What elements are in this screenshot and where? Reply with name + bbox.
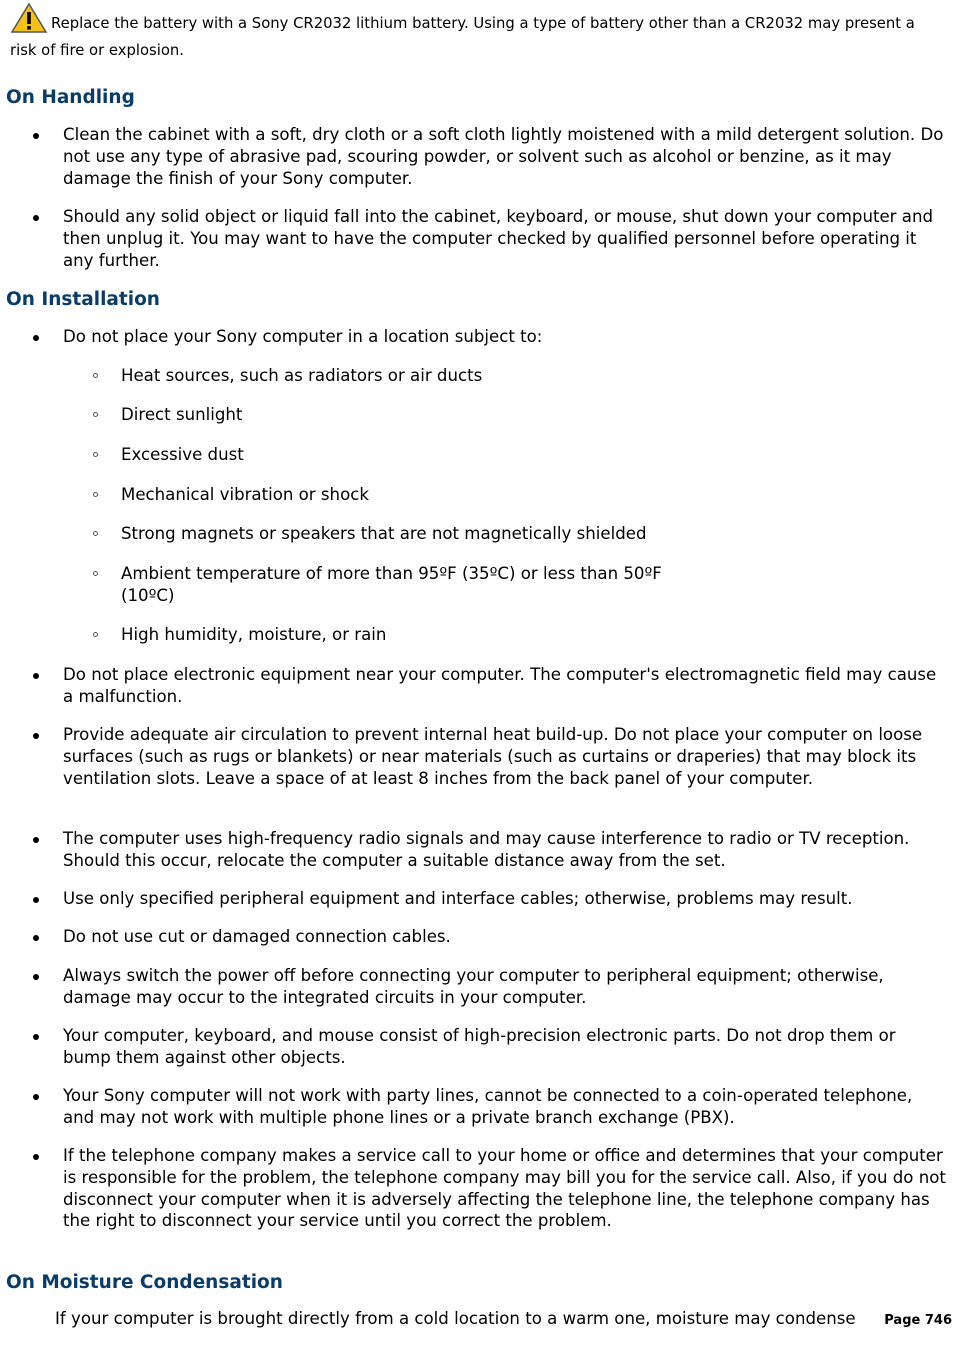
- sub-list-item: High humidity, moisture, or rain: [121, 624, 921, 646]
- heading-on-handling: On Handling: [6, 87, 135, 108]
- list-item: If the telephone company makes a service call to your home or office and determines that your computer is responsible for the problem, the telephone company may bill you for the service call. Also, if you do not disconnect your computer when it is adversely affecting the telephone line, the telephone company has the right to disconnect your service until you correct the problem.: [63, 1145, 948, 1232]
- heading-on-installation: On Installation: [6, 289, 160, 310]
- list-item: Do not place electronic equipment near your computer. The computer's electromagnetic field may cause a malfunction.: [63, 664, 948, 708]
- sub-list-item: Strong magnets or speakers that are not magnetically shielded: [121, 523, 921, 545]
- sub-list-item: Excessive dust: [121, 444, 921, 466]
- list-item: Your Sony computer will not work with party lines, cannot be connected to a coin-operated telephone, and may not work with multiple phone lines or a private branch exchange (PBX).: [63, 1085, 948, 1129]
- page-number: Page 746: [884, 1313, 952, 1328]
- battery-warning-text: Replace the battery with a Sony CR2032 lithium battery. Using a type of battery other than a CR2032 may present a risk of fire or explosion.: [10, 15, 915, 59]
- warning-triangle-icon: [10, 2, 48, 40]
- sub-list-item: Direct sunlight: [121, 404, 921, 426]
- list-item: The computer uses high-frequency radio signals and may cause interference to radio or TV reception. Should this occur, relocate the computer a suitable distance away from the set.: [63, 828, 948, 872]
- list-item: Your computer, keyboard, and mouse consist of high-precision electronic parts. Do not drop them or bump them against other objects.: [63, 1025, 948, 1069]
- list-item: Provide adequate air circulation to prevent internal heat build-up. Do not place your computer on loose surfaces (such as rugs or blankets) or near materials (such as curtains or draperies) that may block its ventilation slots. Leave a space of at least 8 inches from the back panel of your computer.: [63, 724, 948, 789]
- list-item: Do not use cut or damaged connection cables.: [63, 926, 948, 948]
- list-item: Clean the cabinet with a soft, dry cloth or a soft cloth lightly moistened with a mild detergent solution. Do not use any type of abrasive pad, scouring powder, or solvent such as alcohol or benzine, as it may damage the finish of your Sony computer.: [63, 124, 948, 189]
- heading-on-moisture-condensation: On Moisture Condensation: [6, 1272, 283, 1293]
- sub-list-item: Ambient temperature of more than 95ºF (35ºC) or less than 50ºF (10ºC): [121, 563, 681, 607]
- list-item: Do not place your Sony computer in a location subject to:: [63, 326, 948, 348]
- list-item: Always switch the power off before connecting your computer to peripheral equipment; otherwise, damage may occur to the integrated circuits in your computer.: [63, 965, 948, 1009]
- sub-list-item: Mechanical vibration or shock: [121, 484, 921, 506]
- sub-list-item: Heat sources, such as radiators or air ducts: [121, 365, 921, 387]
- battery-warning: [10, 2, 930, 61]
- list-item: Use only specified peripheral equipment and interface cables; otherwise, problems may result.: [63, 888, 948, 910]
- moisture-paragraph: If your computer is brought directly from a cold location to a warm one, moisture may condense: [55, 1309, 856, 1328]
- list-item: Should any solid object or liquid fall into the cabinet, keyboard, or mouse, shut down your computer and then unplug it. You may want to have the computer checked by qualified personnel before operating it any further.: [63, 206, 948, 271]
